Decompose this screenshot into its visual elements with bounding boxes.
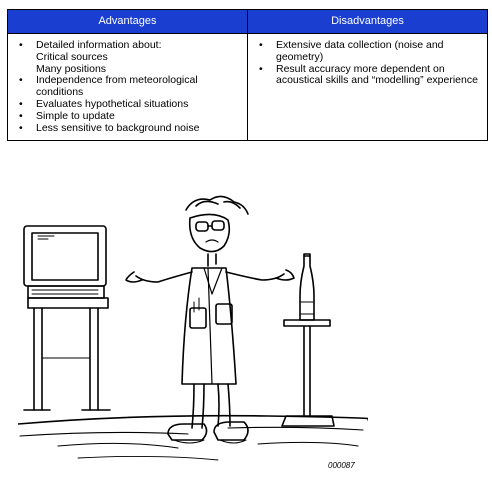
advantage-subitem: Many positions: [36, 62, 107, 75]
advantages-list: [14, 40, 241, 134]
advantages-cell: [8, 34, 248, 141]
table-body-row: [8, 34, 488, 141]
table-header-row: [8, 10, 488, 34]
advantage-text: Simple to update: [36, 109, 115, 122]
advantage-subitem: Critical sources: [36, 50, 108, 63]
advantage-text: Detailed information about:: [36, 39, 162, 51]
disadvantage-text: Extensive data collection (noise and geometry): [276, 39, 444, 63]
list-item: [254, 64, 481, 88]
advantages-header: Advantages: [8, 10, 248, 34]
list-item: [14, 123, 241, 135]
disadvantages-header: Disadvantages: [248, 10, 488, 34]
comparison-table: [7, 9, 488, 141]
scientist-cartoon: [18, 178, 368, 474]
list-item: [14, 40, 241, 75]
disadvantages-list: [254, 40, 481, 87]
list-item: [14, 75, 241, 99]
computer-monitor-icon: [24, 226, 110, 410]
scientist-figure: [126, 196, 294, 443]
advantage-text: Less sensitive to background noise: [36, 121, 200, 134]
disadvantage-text: Result accuracy more dependent on acoustical skills and “modelling” experience: [276, 62, 478, 87]
advantage-text: Evaluates hypothetical situations: [36, 97, 189, 110]
figure-label: 000087: [328, 461, 355, 470]
list-item: [254, 40, 481, 64]
disadvantages-cell: [248, 34, 488, 141]
advantage-text: Independence from meteorological conditions: [36, 74, 198, 99]
